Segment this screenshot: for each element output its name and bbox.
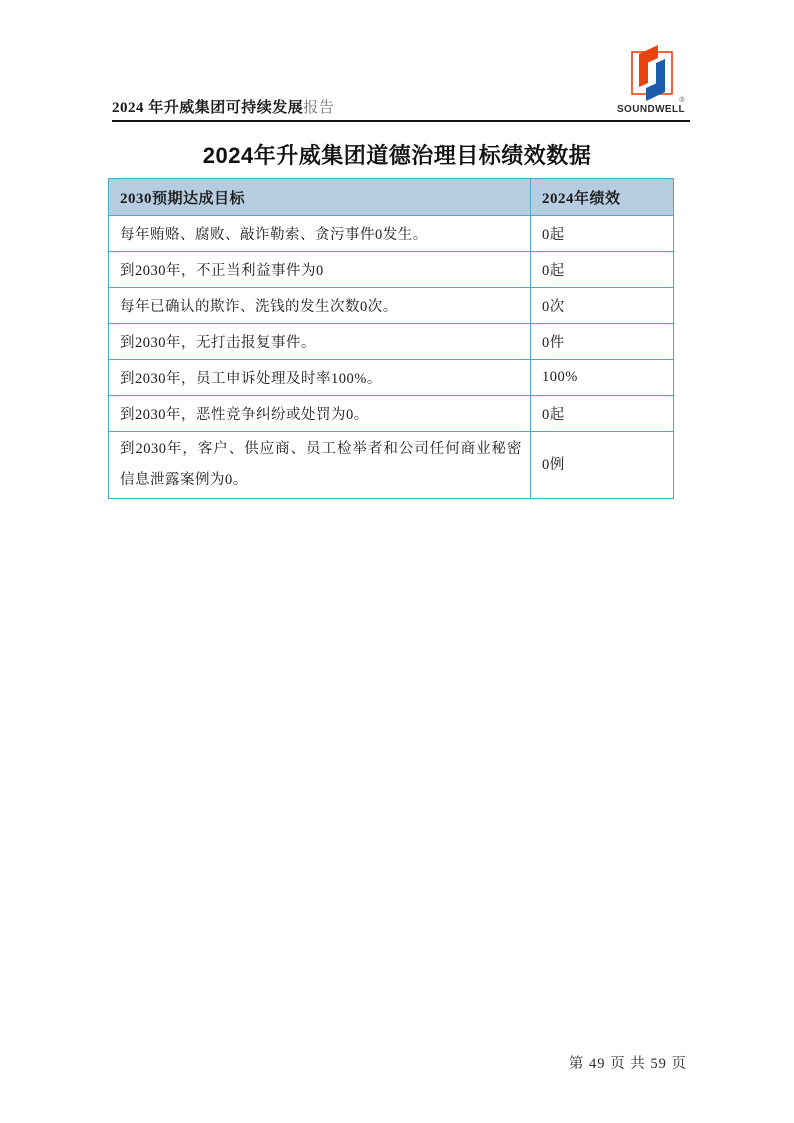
goal-cell: 每年已确认的欺诈、洗钱的发生次数0次。	[109, 288, 531, 324]
goal-cell: 到2030年，员工申诉处理及时率100%。	[109, 360, 531, 396]
table-row	[109, 288, 674, 324]
value-cell: 0起	[531, 396, 674, 432]
goal-cell: 到2030年，不正当利益事件为0	[109, 252, 531, 288]
table-row	[109, 252, 674, 288]
report-header-title	[112, 96, 334, 120]
value-cell: 0起	[531, 252, 674, 288]
logo-brand-text: SOUNDWELL	[616, 104, 686, 115]
value-cell: 0起	[531, 216, 674, 252]
table-header-row	[109, 179, 674, 216]
column-header-performance: 2024年绩效	[531, 179, 674, 216]
table-row	[109, 216, 674, 252]
logo-registered-mark: ®	[679, 97, 685, 104]
goal-cell: 每年贿赂、腐败、敲诈勒索、贪污事件0发生。	[109, 216, 531, 252]
goal-cell: 到2030年，无打击报复事件。	[109, 324, 531, 360]
column-header-goal: 2030预期达成目标	[109, 179, 531, 216]
report-header-title-suffix: 报告	[303, 100, 335, 116]
value-cell: 100%	[531, 360, 674, 396]
page-header	[112, 42, 690, 122]
soundwell-logo	[614, 42, 690, 120]
report-header-title-main: 2024 年升威集团可持续发展	[112, 100, 304, 116]
ethics-performance-table	[108, 178, 674, 499]
table-row	[109, 360, 674, 396]
table-row	[109, 396, 674, 432]
value-cell: 0例	[531, 432, 674, 499]
goal-cell: 到2030年，客户、供应商、员工检举者和公司任何商业秘密信息泄露案例为0。	[109, 432, 531, 499]
page-number: 第 49 页 共 59 页	[568, 1056, 687, 1072]
table-row	[109, 324, 674, 360]
goal-cell: 到2030年，恶性竞争纠纷或处罚为0。	[109, 396, 531, 432]
value-cell: 0件	[531, 324, 674, 360]
value-cell: 0次	[531, 288, 674, 324]
page-title: 2024年升威集团道德治理目标绩效数据	[202, 143, 592, 168]
soundwell-logo-icon	[614, 42, 690, 120]
table-row	[109, 432, 674, 499]
